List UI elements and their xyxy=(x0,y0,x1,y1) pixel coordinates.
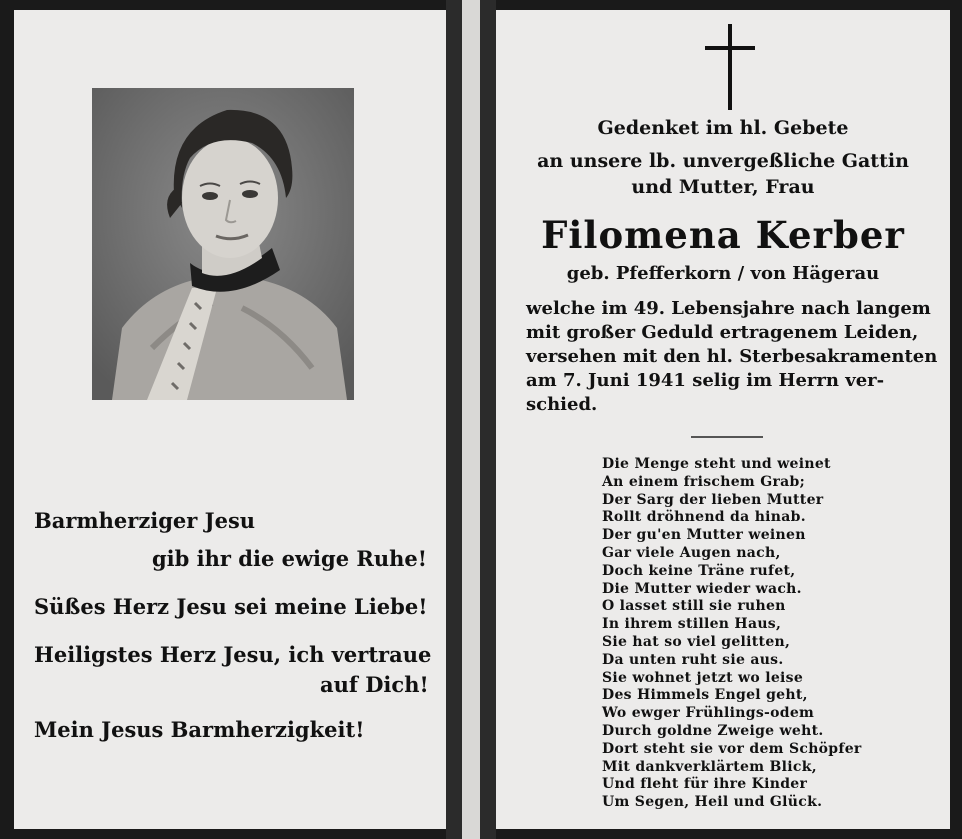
poem-line: Gar viele Augen nach, xyxy=(602,544,781,561)
prayer-line-trust: auf Dich! xyxy=(320,672,429,697)
poem-line: In ihrem stillen Haus, xyxy=(602,616,782,633)
portrait-photo xyxy=(92,88,354,400)
poem-line: Rollt dröhnend da hinab. xyxy=(602,509,806,526)
cross-icon xyxy=(705,24,755,110)
poem-line: Der Sarg der lieben Mutter xyxy=(602,491,824,508)
poem-line: Sie wohnet jetzt wo leise xyxy=(602,669,804,686)
prayer-line-sweet-heart: Süßes Herz Jesu sei meine Liebe! xyxy=(34,594,428,619)
poem-line: Doch keine Träne rufet, xyxy=(602,562,796,579)
poem-line: Durch goldne Zweige weht. xyxy=(602,722,824,739)
maiden-name: geb. Pfefferkorn / von Hägerau xyxy=(566,263,880,284)
poem-line: Dort steht sie vor dem Schöpfer xyxy=(602,740,862,757)
left-card xyxy=(14,10,446,829)
poem-line: Sie hat so viel gelitten, xyxy=(602,633,791,650)
poem-line: Die Mutter wieder wach. xyxy=(602,580,802,597)
prayer-line-eternal-rest: gib ihr die ewige Ruhe! xyxy=(152,546,427,571)
intro-line-3: und Mutter, Frau xyxy=(631,176,815,198)
intro-line-1: Gedenket im hl. Gebete xyxy=(597,117,849,139)
deceased-name: Filomena Kerber xyxy=(541,213,905,257)
death-text-line-1: welche im 49. Lebensjahre nach langem xyxy=(526,298,931,319)
prayer-line-mercy-jesus: Barmherziger Jesu xyxy=(34,508,256,533)
poem-line: Da unten ruht sie aus. xyxy=(602,651,784,668)
poem-line: Des Himmels Engel geht, xyxy=(602,687,808,704)
poem-line: Um Segen, Heil und Glück. xyxy=(602,794,823,811)
divider-rule xyxy=(691,436,763,438)
poem-line: Wo ewger Frühlings-odem xyxy=(602,705,815,722)
death-text-line-5: schied. xyxy=(526,394,598,415)
prayer-line-holy-heart: Heiligstes Herz Jesu, ich vertraue xyxy=(34,642,432,667)
portrait-image xyxy=(92,88,354,400)
poem-line: Der gu'en Mutter weinen xyxy=(602,527,806,544)
death-text-line-2: mit großer Geduld ertragenem Leiden, xyxy=(526,322,919,343)
death-text-line-4: am 7. Juni 1941 selig im Herrn ver- xyxy=(526,370,885,391)
intro-line-2: an unsere lb. unvergeßliche Gattin xyxy=(537,150,909,172)
right-card xyxy=(496,10,950,829)
prayer-line-mercy: Mein Jesus Barmherzigkeit! xyxy=(34,717,365,742)
poem-line: Mit dankverklärtem Blick, xyxy=(602,758,817,775)
card-fold xyxy=(462,0,480,839)
poem-line: Die Menge steht und weinet xyxy=(602,456,831,472)
poem-line: An einem frischem Grab; xyxy=(602,473,806,490)
death-text-line-3: versehen mit den hl. Sterbesakramenten xyxy=(526,346,938,367)
poem-line: Und fleht für ihre Kinder xyxy=(602,776,808,793)
poem xyxy=(602,456,862,812)
poem-line: O lasset still sie ruhen xyxy=(602,598,786,615)
